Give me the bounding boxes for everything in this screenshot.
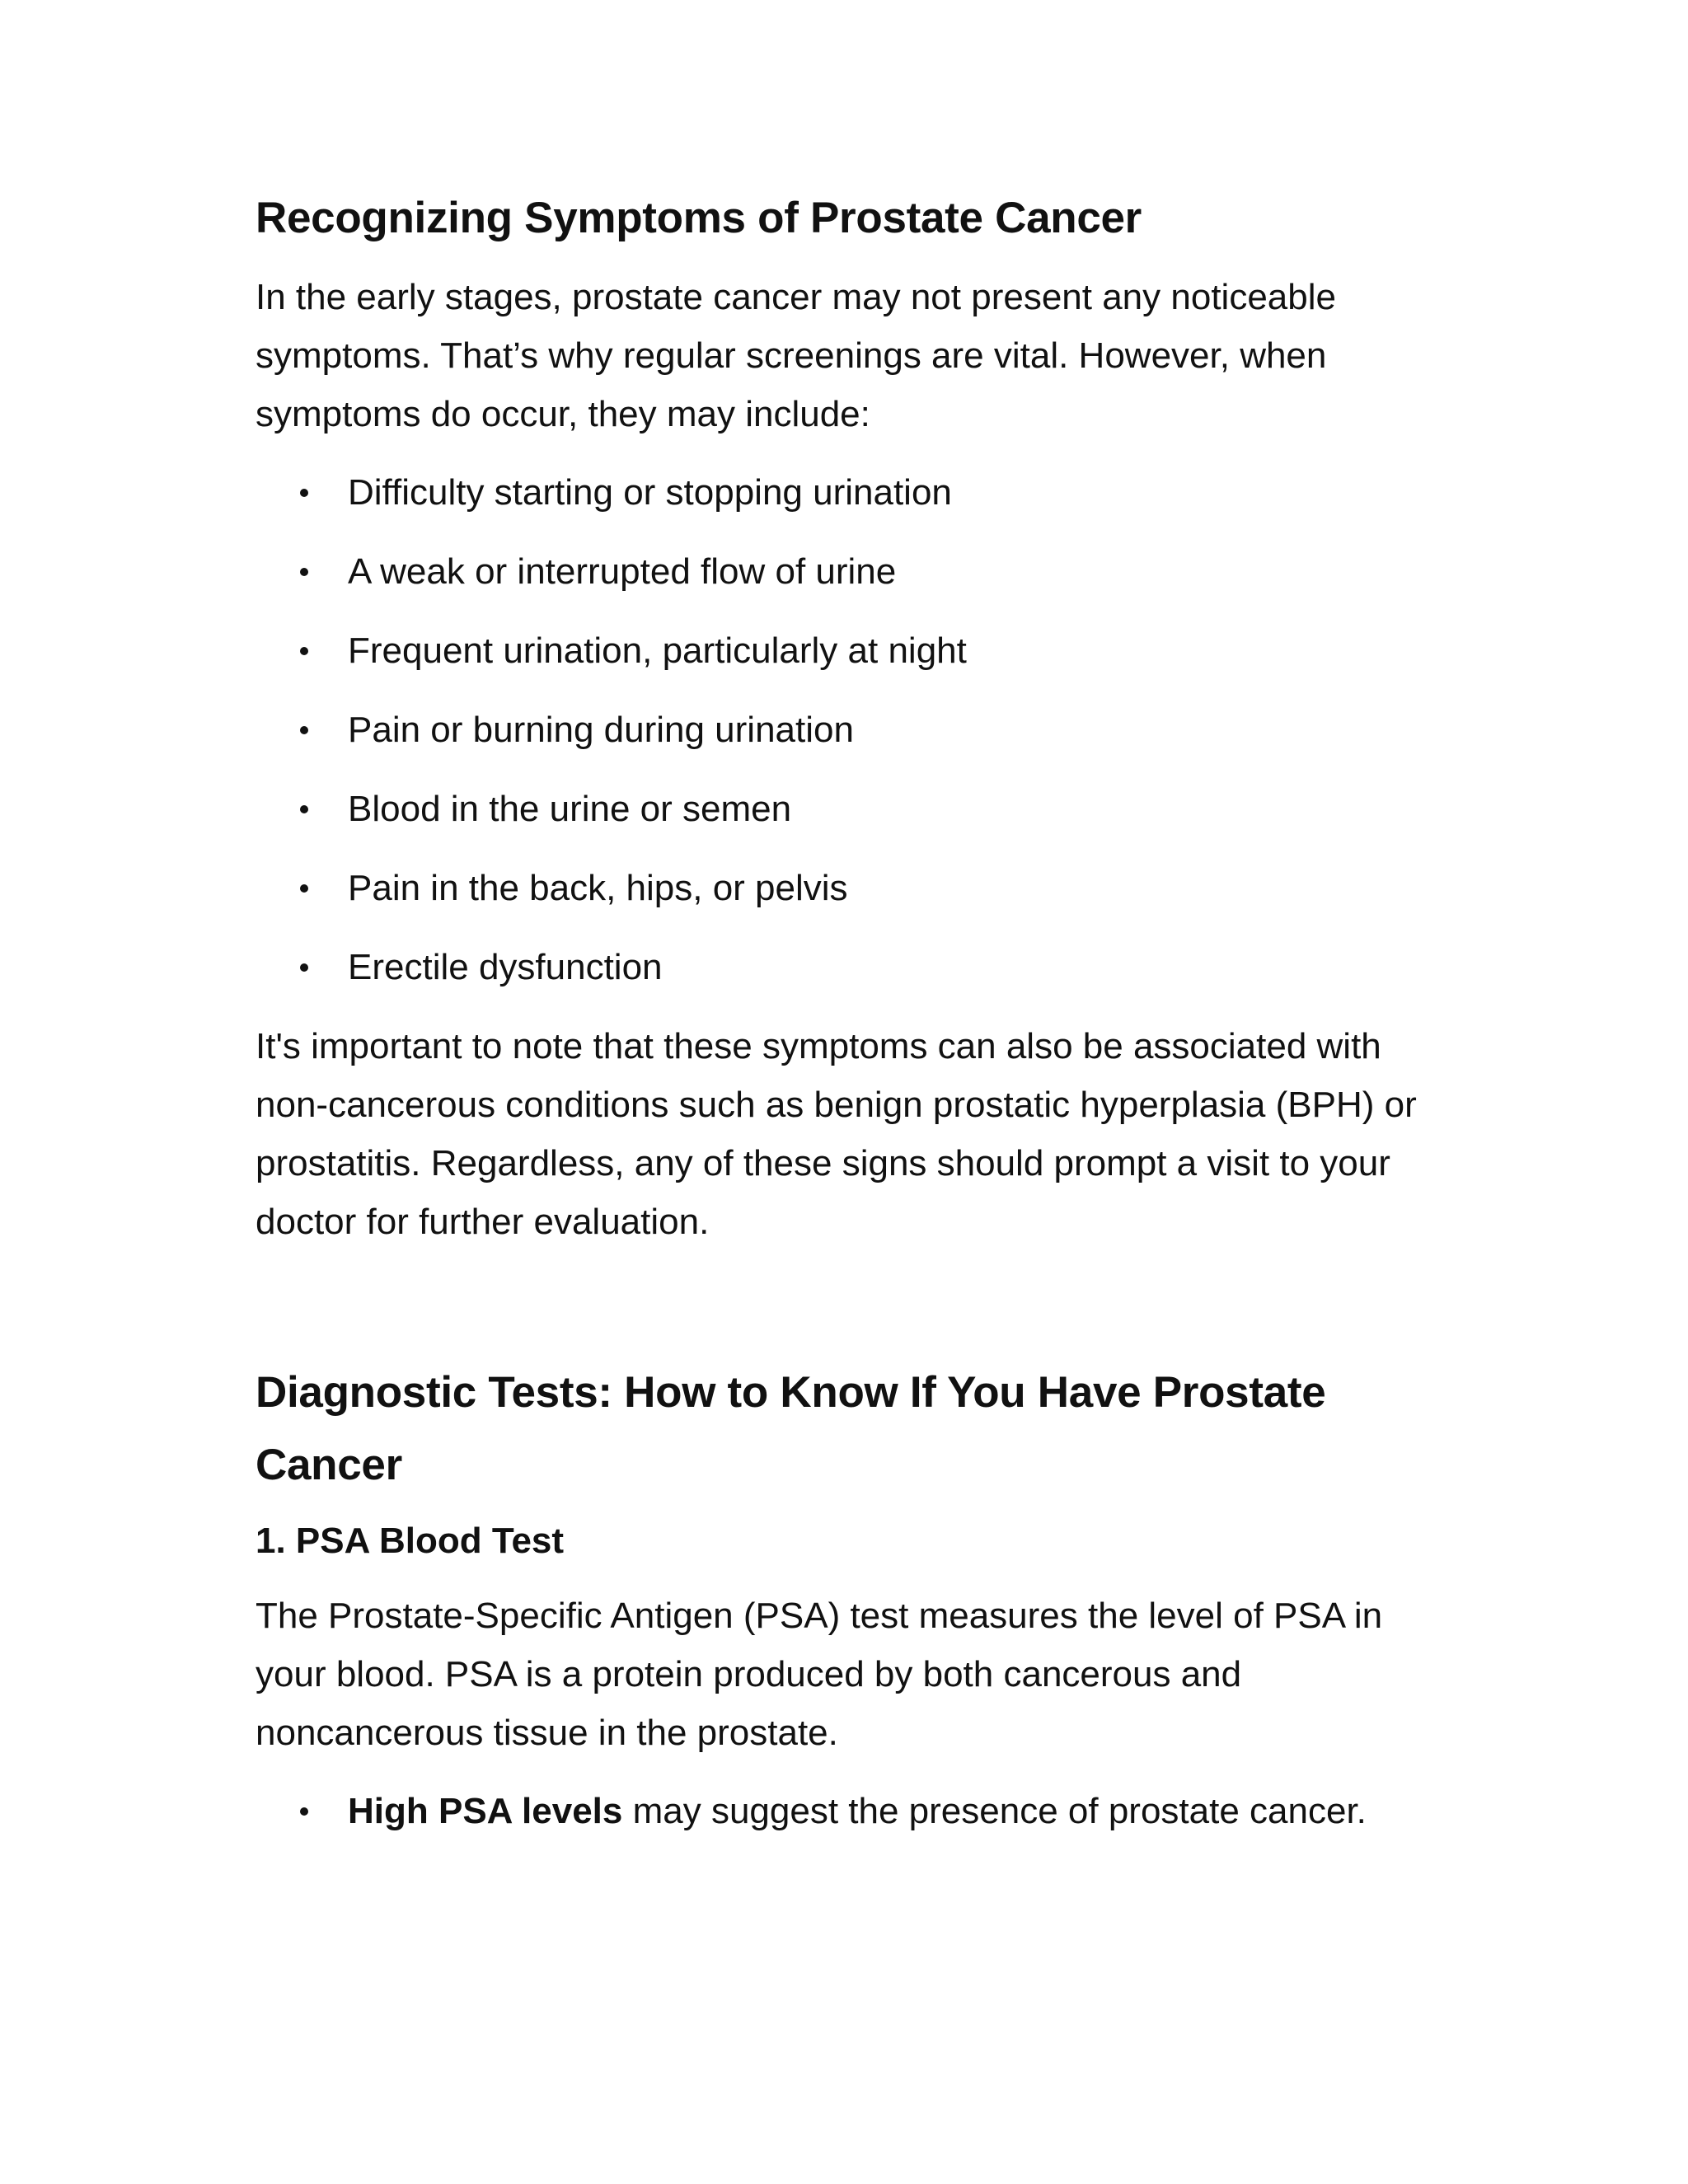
list-item-text: Erectile dysfunction	[348, 947, 663, 987]
list-item-text: Frequent urination, particularly at night	[348, 630, 967, 671]
list-item	[256, 938, 1442, 996]
bullet-icon	[300, 963, 308, 972]
list-item-emphasis: High PSA levels	[348, 1791, 623, 1831]
bullet-icon	[300, 726, 308, 734]
list-item	[256, 542, 1442, 601]
list-item-text: Blood in the urine or semen	[348, 789, 792, 829]
bullet-icon	[300, 647, 308, 655]
list-item-text: Pain in the back, hips, or pelvis	[348, 868, 848, 908]
bullet-icon	[300, 884, 308, 893]
bullet-icon	[300, 568, 308, 576]
list-item	[256, 859, 1442, 917]
psa-description-paragraph: The Prostate-Specific Antigen (PSA) test measures the level of PSA in your blood. PSA is a protein produced by both cancerous and noncancerous tissue in the prostate.	[256, 1596, 1383, 1753]
section-heading-symptoms: Recognizing Symptoms of Prostate Cancer	[256, 194, 1142, 242]
symptoms-intro-paragraph: In the early stages, prostate cancer may not present any noticeable symptoms. That’s why regular screenings are vital. However, when symptoms do occur, they may include:	[256, 277, 1336, 434]
list-item-text: Pain or burning during urination	[348, 710, 854, 750]
bullet-icon	[300, 805, 308, 813]
symptoms-note-paragraph: It's important to note that these symptoms can also be associated with non-cancerous conditions such as benign prostatic hyperplasia (BPH) or prostatitis. Regardless, any of these signs should prompt a visit to your doctor for further evaluation.	[256, 1026, 1417, 1242]
bullet-icon	[300, 1807, 308, 1816]
bullet-icon	[300, 489, 308, 497]
subsection-heading-psa-test: 1. PSA Blood Test	[256, 1521, 565, 1561]
list-item-text: A weak or interrupted flow of urine	[348, 551, 897, 592]
document-page	[256, 185, 1442, 1861]
list-item	[256, 463, 1442, 522]
list-item	[256, 701, 1442, 759]
symptoms-list	[256, 463, 1442, 996]
section-heading-diagnostic-tests: Diagnostic Tests: How to Know If You Have Prostate Cancer	[256, 1368, 1326, 1489]
list-item-text: Difficulty starting or stopping urination	[348, 472, 952, 513]
list-item-text: may suggest the presence of prostate cancer.	[622, 1791, 1367, 1831]
list-item	[256, 1782, 1442, 1840]
list-item	[256, 621, 1442, 680]
list-item	[256, 780, 1442, 838]
psa-bullet-list	[256, 1782, 1442, 1840]
